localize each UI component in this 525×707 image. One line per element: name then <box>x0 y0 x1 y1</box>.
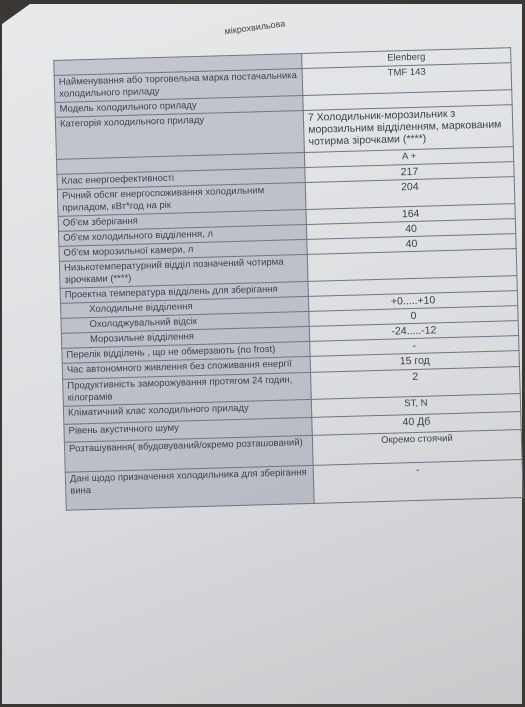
spec-value: -24.....-12 <box>309 321 518 342</box>
spec-value: Elenberg <box>302 48 511 69</box>
spec-label: Об'єм зберігання <box>58 209 306 231</box>
spec-value: 204 <box>305 177 515 210</box>
spec-value: TMF 143 <box>302 63 512 96</box>
spec-value: A + <box>304 147 513 168</box>
spec-value: 40 <box>306 219 515 240</box>
spec-label: Проектна температура відділень для зберігання <box>60 281 308 303</box>
spec-label: Об'єм морозильної камери, л <box>59 239 307 261</box>
spec-label: Найменування або торговельна марка постачальника холодильного приладу <box>54 69 303 103</box>
spec-value: 164 <box>306 204 515 225</box>
spec-label: Перелік відділень , що не обмерзають (no frost) <box>62 341 310 363</box>
spec-value: 0 <box>309 306 518 327</box>
spec-label: Холодильне відділення <box>61 296 309 318</box>
spec-value: 40 <box>307 234 516 255</box>
spec-value: - <box>310 336 519 357</box>
spec-value: ST, N <box>311 394 520 418</box>
spec-value: 217 <box>305 162 514 183</box>
spec-value: 15 год <box>310 351 519 373</box>
spec-label: Клас енергоефективності <box>57 167 305 189</box>
spec-label: Морозильне відділення <box>61 326 309 348</box>
spec-label: Рівень акустичного шуму <box>64 417 312 442</box>
spec-value: Окремо стоячий <box>312 430 522 466</box>
spec-value: - <box>313 460 523 504</box>
spec-value: 40 Дб <box>312 412 521 436</box>
page-header: мікрохвильова <box>223 18 286 37</box>
spec-value: 7 Холодильник-морозильник з морозильним відділенням, маркованим чотирма зірочками (****) <box>303 105 513 153</box>
spec-label: Об'єм холодильного відділення, л <box>59 224 307 246</box>
spec-label: Час автономного живлення без споживання енергії <box>62 356 310 379</box>
spec-label: Низькотемпературний відділ позначений чотирма зірочками (****) <box>59 254 308 288</box>
spec-label: Річний обсяг енергоспоживання холодильним приладом, кВт*год на рік <box>57 182 306 216</box>
spec-value: 2 <box>311 367 521 400</box>
spec-label: Охолоджувальний відсік <box>61 311 309 333</box>
spec-table <box>53 47 523 511</box>
spec-label: Категорія холодильного приладу <box>55 110 304 159</box>
spec-label: Продуктивність заморожування протягом 24 годин, кілограмів <box>63 372 312 406</box>
spec-label: Розташування( вбудовуваний/окремо розташований) <box>64 435 313 472</box>
spec-label: Дані щодо призначення холодильника для зберігання вина <box>65 465 314 510</box>
spec-value: +0.....+10 <box>308 291 517 312</box>
spec-label: Модель холодильного приладу <box>55 96 303 118</box>
spec-label: Кліматичний клас холодильного приладу <box>63 399 311 424</box>
